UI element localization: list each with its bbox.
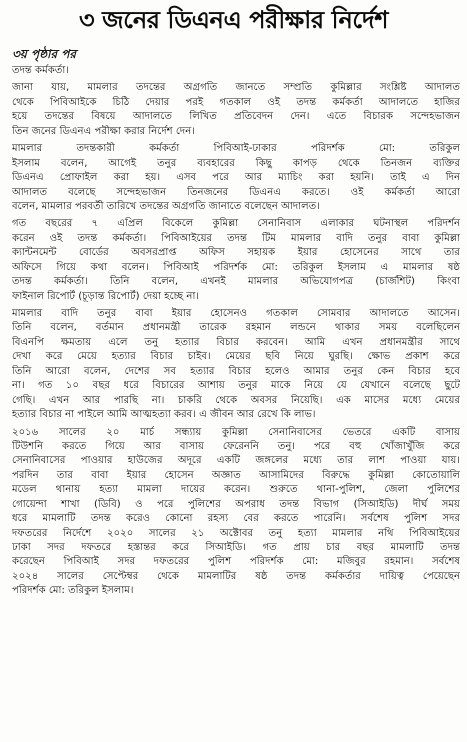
article-line: ঢাকা সদর দফতরে হস্তান্তর করে সিআইডি। গত প্রায় চার বছর মামলাটি তদন্ত [12,542,460,553]
article-line: তদন্ত কর্মকর্তা। [12,65,69,76]
article-line: মামলার বাদি তনুর বাবা ইয়ার হোসেনও গতকাল সোমবার আদালতে আসেন। [12,308,460,319]
article-line: থেকে পিবিআইকে চিঠি দেয়ার পরই গতকাল ওই তদন্ত কর্মকর্তা আদালতে হাজির [12,96,460,108]
article-line: তিন জনের ডিএনএ পরীক্ষা করার নির্দেশ দেন। [12,125,195,137]
article-line: বলেন, মামলার পরবর্তী তারিখে তদন্তের অগ্রগতি জানাতে বলেছেন আদালত। [12,200,320,212]
article-line: তিনি আরো বলেন, দেশের সব হত্যার বিচার হলেও আমার তনুর কেন বিচার হবে [12,365,460,377]
article-line: মডেল থানায় হত্যা মামলা দায়ের করেন। শুরুতে থানা-পুলিশ, জেলা পুলিশের [12,484,460,496]
article-line: পরদিন তার বাবা ইয়ার হোসেন অজ্ঞাত আসামিদের বিরুদ্ধে কুমিল্লা কোতোয়ালি [12,469,460,481]
article-line: বিএনপি ক্ষমতায় এলে তনু হত্যার বিচার করবেন। আমি এখন প্রধানমন্ত্রীর সাথে [12,336,460,348]
article-line: ফাইনাল রিপোর্ট (চূড়ান্ত রিপোর্ট) দেয়া হচ্ছে না। [12,290,199,302]
article-paragraph [12,426,460,599]
article-line: তদন্ত কর্মকর্তা। তিনি বলেন, এখনই মামলার অভিযোগপত্র (চার্জশিট) কিংবা [12,276,460,288]
article-line: ২০২৪ সালের সেপ্টেম্বর থেকে মামলাটির ষষ্ঠ তদন্ত কর্মকর্তার দায়িত্ব পেয়েছেন [12,570,460,582]
article-line: গত বছরের ৭ এপ্রিল বিকেলে কুমিল্লা সেনানিবাস এলাকার ঘটনাস্থল পরিদর্শন [12,218,460,230]
article-line: ইসলাম বলেন, আগেই তনুর ব্যবহারের কিছু কাপড় থেকে তিনজন ব্যক্তির [12,157,460,169]
article-line: করেন ওই তদন্ত কর্মকর্তা। পিবিআইয়ের তদন্ত টিম মামলার বাদি তনুর বাবা কুমিল্লা [12,232,460,244]
article-paragraph [12,217,460,304]
article-paragraph [12,307,460,423]
article-paragraph [12,64,460,78]
article-line: তিনি বলেন, বর্তমান প্রধানমন্ত্রী তারেক রহমান লন্ডনে থাকার সময় বলেছিলেন [12,322,460,334]
article-line: করেছেন পিবিআই সদর দফতরের পুলিশ পরিদর্শক মো: মজিবুর রহমান। সর্বশেষ [12,556,460,568]
article-line: টিউশনি করতে গিয়ে আর বাসায় ফেরেননি তনু। পরে বহু খোঁজাখুঁজি করে [12,440,460,452]
article-line: গেছি। এখন আর পারছি না। চাকরি থেকে অবসর নিয়েছি। এক মাসের মধ্যে মেয়ের [12,394,460,406]
article-paragraph [12,81,460,139]
article-line: ধরে মামলাটি তদন্ত করেও কোনো রহস্য বের করতে পারেনি। সর্বশেষ পুলিশ সদর [12,513,460,525]
article-line: মামলার তদন্তকারী কর্মকর্তা পিবিআই-ঢাকার পরিদর্শক মো: তরিকুল [12,143,460,155]
article-line: দেখা করে মেয়ে হত্যার বিচার চাইব। মেয়ের ছবি নিয়ে ঘুরছি। ক্ষোভ প্রকাশ করে [12,351,460,363]
article-line: সেনানিবাসের পাওয়ার হাউজের অদূরে একটি জঙ্গলের মধ্যে তার লাশ পাওয়া যায়। [12,455,460,467]
article-line: ক্যান্টনমেন্ট বোর্ডের অবসরপ্রাপ্ত অফিস সহায়ক ইয়ার হোসেনের সাথে তার [12,247,460,259]
article-paragraph [12,142,460,214]
article-headline: ৩ জনের ডিএনএ পরীক্ষার নির্দেশ [78,6,389,34]
article-line: পরিদর্শক মো: তরিকুল ইসলাম। [12,585,134,597]
article-line: দফতরের নির্দেশে ২০২০ সালের ২১ অক্টোবর তনু হত্যা মামলার নথি পিবিআইয়ের [12,527,460,539]
article-line: আদালত বলেছে সন্দেহভাজন তিনজনের ডিএনএ করতে। ওই কর্মকর্তা আরো [12,186,460,198]
article-line: ডিএনএ প্রোফাইল করা হয়। এসব পরে আর ম্যাচিং করা হয়নি। তাই এ দিন [12,172,460,184]
article-line: ২০১৬ সালের ২০ মার্চ সন্ধ্যায় কুমিল্লা সেনানিবাসের ভেতরে একটি বাসায় [12,426,460,438]
article-line: জানা যায়, মামলার তদন্তের অগ্রগতি জানতে সম্প্রতি কুমিল্লার সংশ্লিষ্ট আদালত [12,82,460,94]
article-line: গোয়েন্দা শাখা (ডিবি) ও পরে পুলিশের অপরাধ তদন্ত বিভাগ (সিআইডি) দীর্ঘ সময় [12,498,460,510]
article-body [12,64,460,602]
article-line: হত্যার বিচার না পাইলে আমি আত্মহত্যা করব। এ জীবন আর রেখে কি লাভ। [12,409,316,421]
article-line: না। গত ১০ বছর ধরে বিচারের আশায় তনুর মাকে নিয়ে যে যেখানে বলেছে ছুটে [12,380,460,392]
continued-from-label: ৩য় পৃষ্ঠার পর [12,47,77,61]
article-line: অফিসে গিয়ে কথা বলেন। পিবিআই পরিদর্শক মো: তরিকুল ইসলাম এ মামলার ষষ্ঠ [12,261,460,273]
article-line: হয়ে তদন্তের বিষয়ে আদালতে লিখিত প্রতিবেদন দেন। এতে বিচারক সন্দেহভাজন [12,111,460,123]
